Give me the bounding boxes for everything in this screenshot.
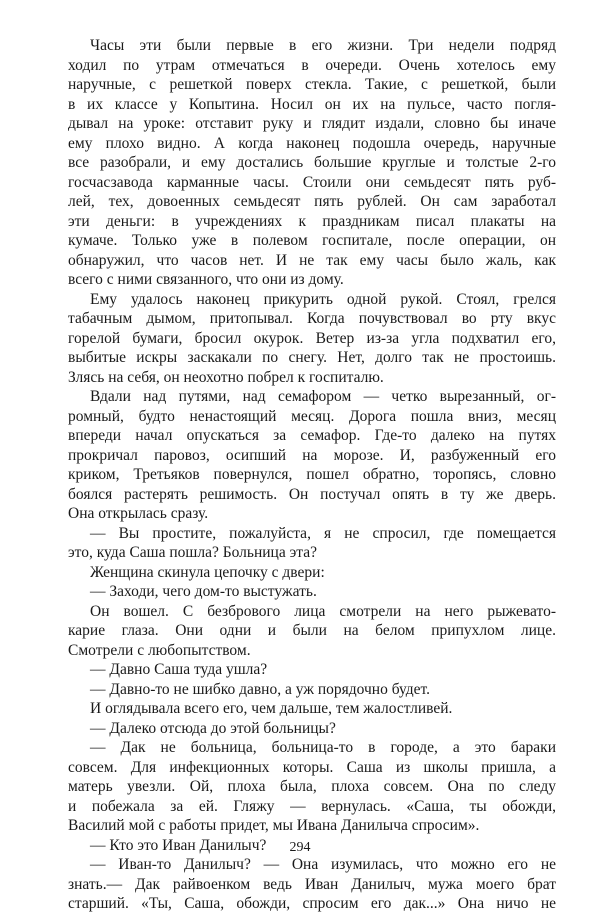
text-line: — Давно Саша туда ушла? (90, 661, 268, 678)
text-line: матерь увезли. Ой, плоха была, плоха совсем. Она по следу (68, 778, 556, 795)
text-line: прокричал паровоз, осипший на морозе. И, разбуженный его (68, 446, 556, 464)
text-line: — Кто это Иван Данилыч? (90, 836, 267, 854)
text-line: старший. «Ты, Саша, обожди, спросим его дак...» Она ничо не (68, 895, 556, 912)
body-text (68, 36, 556, 914)
text-line: боялся растерять решимость. Он постучал опять в ту же дверь. (68, 485, 556, 503)
text-line: горелой бумаги, бросил окурок. Ветер из-за угла подхватил его, (68, 329, 556, 347)
text-line: — Давно-то не шибко давно, а уж порядочно будет. (90, 680, 431, 698)
text-line: Женщина скинула цепочку с двери: (90, 563, 325, 581)
text-line: впереди начал опускаться за семафор. Где-то далеко на путях (68, 427, 556, 444)
text-line: дывал на уроке: отставит руку и глядит издали, словно бы иначе (68, 115, 556, 132)
text-line: Смотрели с любопытством. (68, 641, 251, 659)
text-line: все разобрали, и ему достались большие круглые и толстые 2-го (68, 154, 556, 171)
text-line: карие глаза. Они одни и были на белом припухлом лице. (68, 622, 556, 639)
text-line: эти деньги: в учреждениях к праздникам писал плакаты на (68, 212, 556, 230)
text-line: — Далеко отсюда до этой больницы? (90, 719, 336, 737)
text-line: всего с ними связанного, что они из дому. (68, 271, 344, 288)
text-line: Часы эти были первые в его жизни. Три недели подряд (90, 37, 556, 54)
text-line: табачным дымом, притопывал. Когда почувствовал во рту вкус (68, 310, 556, 327)
text-line: Злясь на себя, он неохотно побрел к госпиталю. (68, 368, 384, 386)
text-line: в их классе у Копытина. Носил он их на пульсе, часто погля- (68, 95, 556, 113)
text-line: Она открылась сразу. (68, 505, 209, 522)
page-number: 294 (289, 840, 311, 855)
text-line: — Дак не больница, больница-то в городе, а это бараки (90, 739, 556, 756)
text-line: кумаче. Только уже в полевом госпитале, после операции, он (68, 232, 556, 249)
text-line: Ему удалось наконец прикурить одной рукой. Стоял, грелся (90, 290, 556, 308)
text-line: криком, Третьяков повернулся, пошел обратно, торопясь, словно (68, 466, 556, 483)
text-line: наручные, с решеткой поверх стекла. Такие, с решеткой, были (68, 76, 556, 93)
text-line: и побежала за ей. Гляжу — вернулась. «Саша, ты обожди, (68, 797, 556, 815)
text-line: ему плохо видно. А когда наконец подошла очередь, наручные (68, 134, 556, 152)
text-line: ходил по утрам отмечаться в очереди. Очень хотелось ему (68, 56, 556, 74)
text-line: обнаружил, что часов нет. И не так ему часы было жаль, как (68, 251, 556, 269)
text-line: Вдали над путями, над семафором — четко вырезанный, ог- (90, 388, 556, 405)
text-line: знать.— Дак райвоенком ведь Иван Данилыч, мужа моего брат (68, 875, 556, 893)
text-line: выбитые искры заскакали по снегу. Нет, долго так не простоишь. (68, 349, 556, 366)
text-line: лей, тех, довоенных семьдесят пять рублей. Он сам заработал (68, 193, 556, 210)
text-line: Василий мой с работы придет, мы Ивана Данилыча спросим». (68, 817, 480, 834)
text-line: ромный, будто ненастоящий месяц. Дорога пошла вниз, месяц (68, 407, 556, 425)
text-line: госчасзавода карманные часы. Стоили они семьдесят пять руб- (68, 173, 556, 191)
text-line: Он вошел. С безбрового лица смотрели на него рыжевато- (90, 602, 556, 620)
text-line: — Вы простите, пожалуйста, я не спросил, где помещается (90, 524, 556, 542)
text-line: это, куда Саша пошла? Больница эта? (68, 544, 317, 561)
text-line: — Заходи, чего дом-то выстужать. (90, 583, 317, 600)
text-line: совсем. Для инфекционных которы. Саша из школы пришла, а (68, 758, 556, 776)
text-line: И оглядывала всего его, чем дальше, тем жалостливей. (90, 700, 453, 717)
text-line: — Иван-то Данилыч? — Она изумилась, что можно его не (90, 856, 556, 873)
